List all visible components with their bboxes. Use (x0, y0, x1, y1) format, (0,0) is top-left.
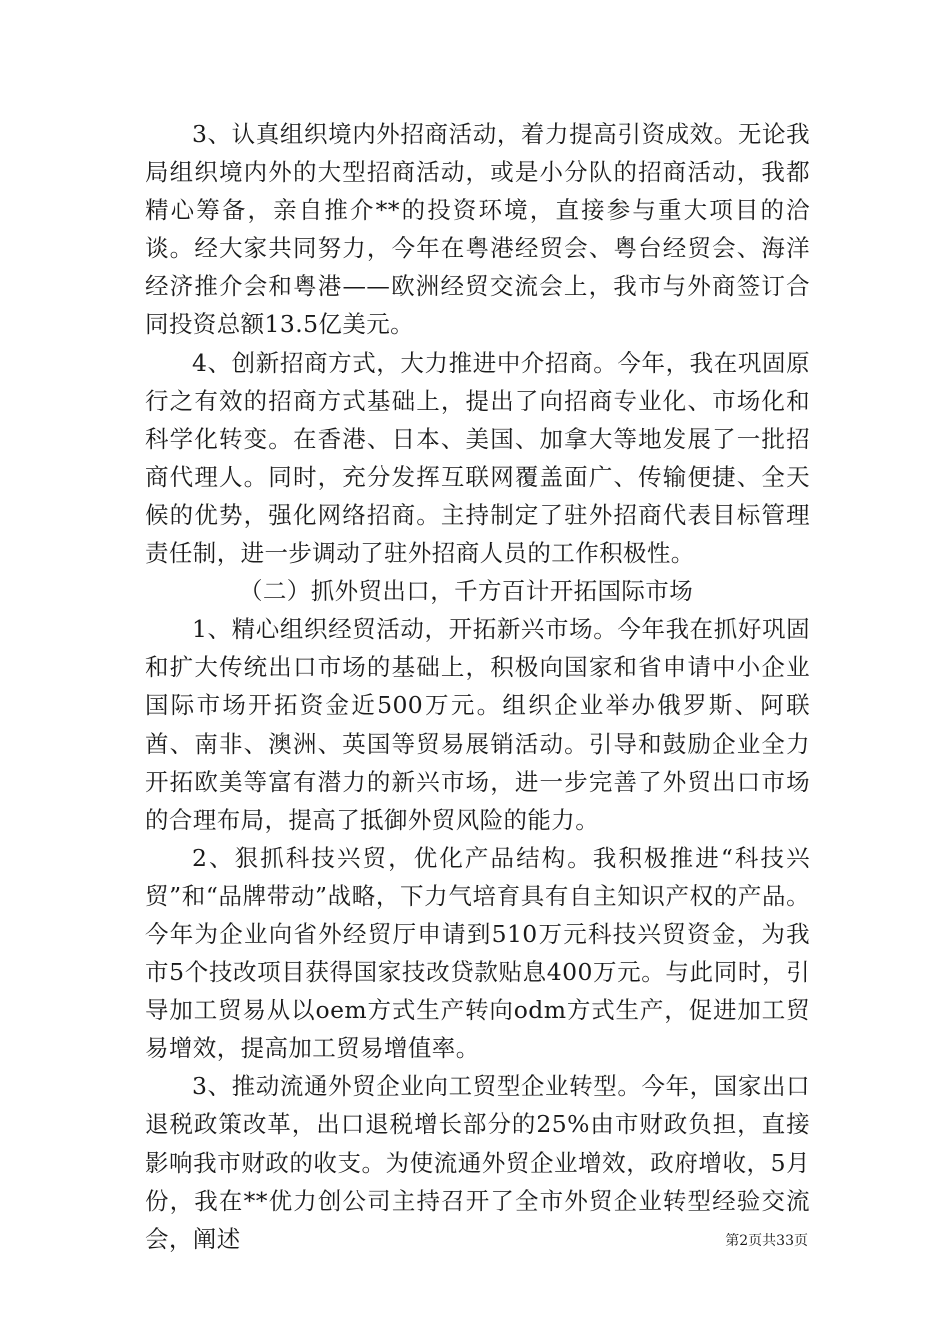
document-body (145, 115, 810, 1258)
section-heading-foreign-trade: （二）抓外贸出口，千方百计开拓国际市场 (239, 577, 694, 606)
paragraph-trade-activities: 1、精心组织经贸活动，开拓新兴市场。今年我在抓好巩固和扩大传统出口市场的基础上，积极向国家和省申请中小企业国际市场开拓资金近500万元。组织企业举办俄罗斯、阿联酋、南非、澳洲、英国等贸易展销活动。引导和鼓励企业全力开拓欧美等富有潜力的新兴市场，进一步完善了外贸出口市场的合理布局，提高了抵御外贸风险的能力。 (145, 615, 810, 834)
paragraph-enterprise-transformation: 3、推动流通外贸企业向工贸型企业转型。今年，国家出口退税政策改革，出口退税增长部分的25%由市财政负担，直接影响我市财政的收支。为使流通外贸企业增效，政府增收，5月份，我在**优力创公司主持召开了全市外贸企业转型经验交流会，阐述 (145, 1072, 810, 1253)
page-number-footer: 第2页共33页 (725, 1233, 808, 1249)
paragraph-technology-trade: 2、狠抓科技兴贸，优化产品结构。我积极推进“科技兴贸”和“品牌带动”战略，下力气培育具有自主知识产权的产品。今年为企业向省外经贸厅申请到510万元科技兴贸资金，为我市5个技改项目获得国家技改贷款贴息400万元。与此同时，引导加工贸易从以oem方式生产转向odm方式生产，促进加工贸易增效，提高加工贸易增值率。 (145, 843, 810, 1063)
paragraph-investment-activities: 3、认真组织境内外招商活动，着力提高引资成效。无论我局组织境内外的大型招商活动，或是小分队的招商活动，我都精心筹备，亲自推介**的投资环境，直接参与重大项目的洽谈。经大家共同努力，今年在粤港经贸会、粤台经贸会、海洋经济推介会和粤港——欧洲经贸交流会上，我市与外商签订合同投资总额13.5亿美元。 (145, 120, 810, 339)
paragraph-intermediary-investment: 4、创新招商方式，大力推进中介招商。今年，我在巩固原行之有效的招商方式基础上，提出了向招商专业化、市场化和科学化转变。在香港、日本、美国、加拿大等地发展了一批招商代理人。同时，充分发挥互联网覆盖面广、传输便捷、全天候的优势，强化网络招商。主持制定了驻外招商代表目标管理责任制，进一步调动了驻外招商人员的工作积极性。 (145, 348, 810, 568)
